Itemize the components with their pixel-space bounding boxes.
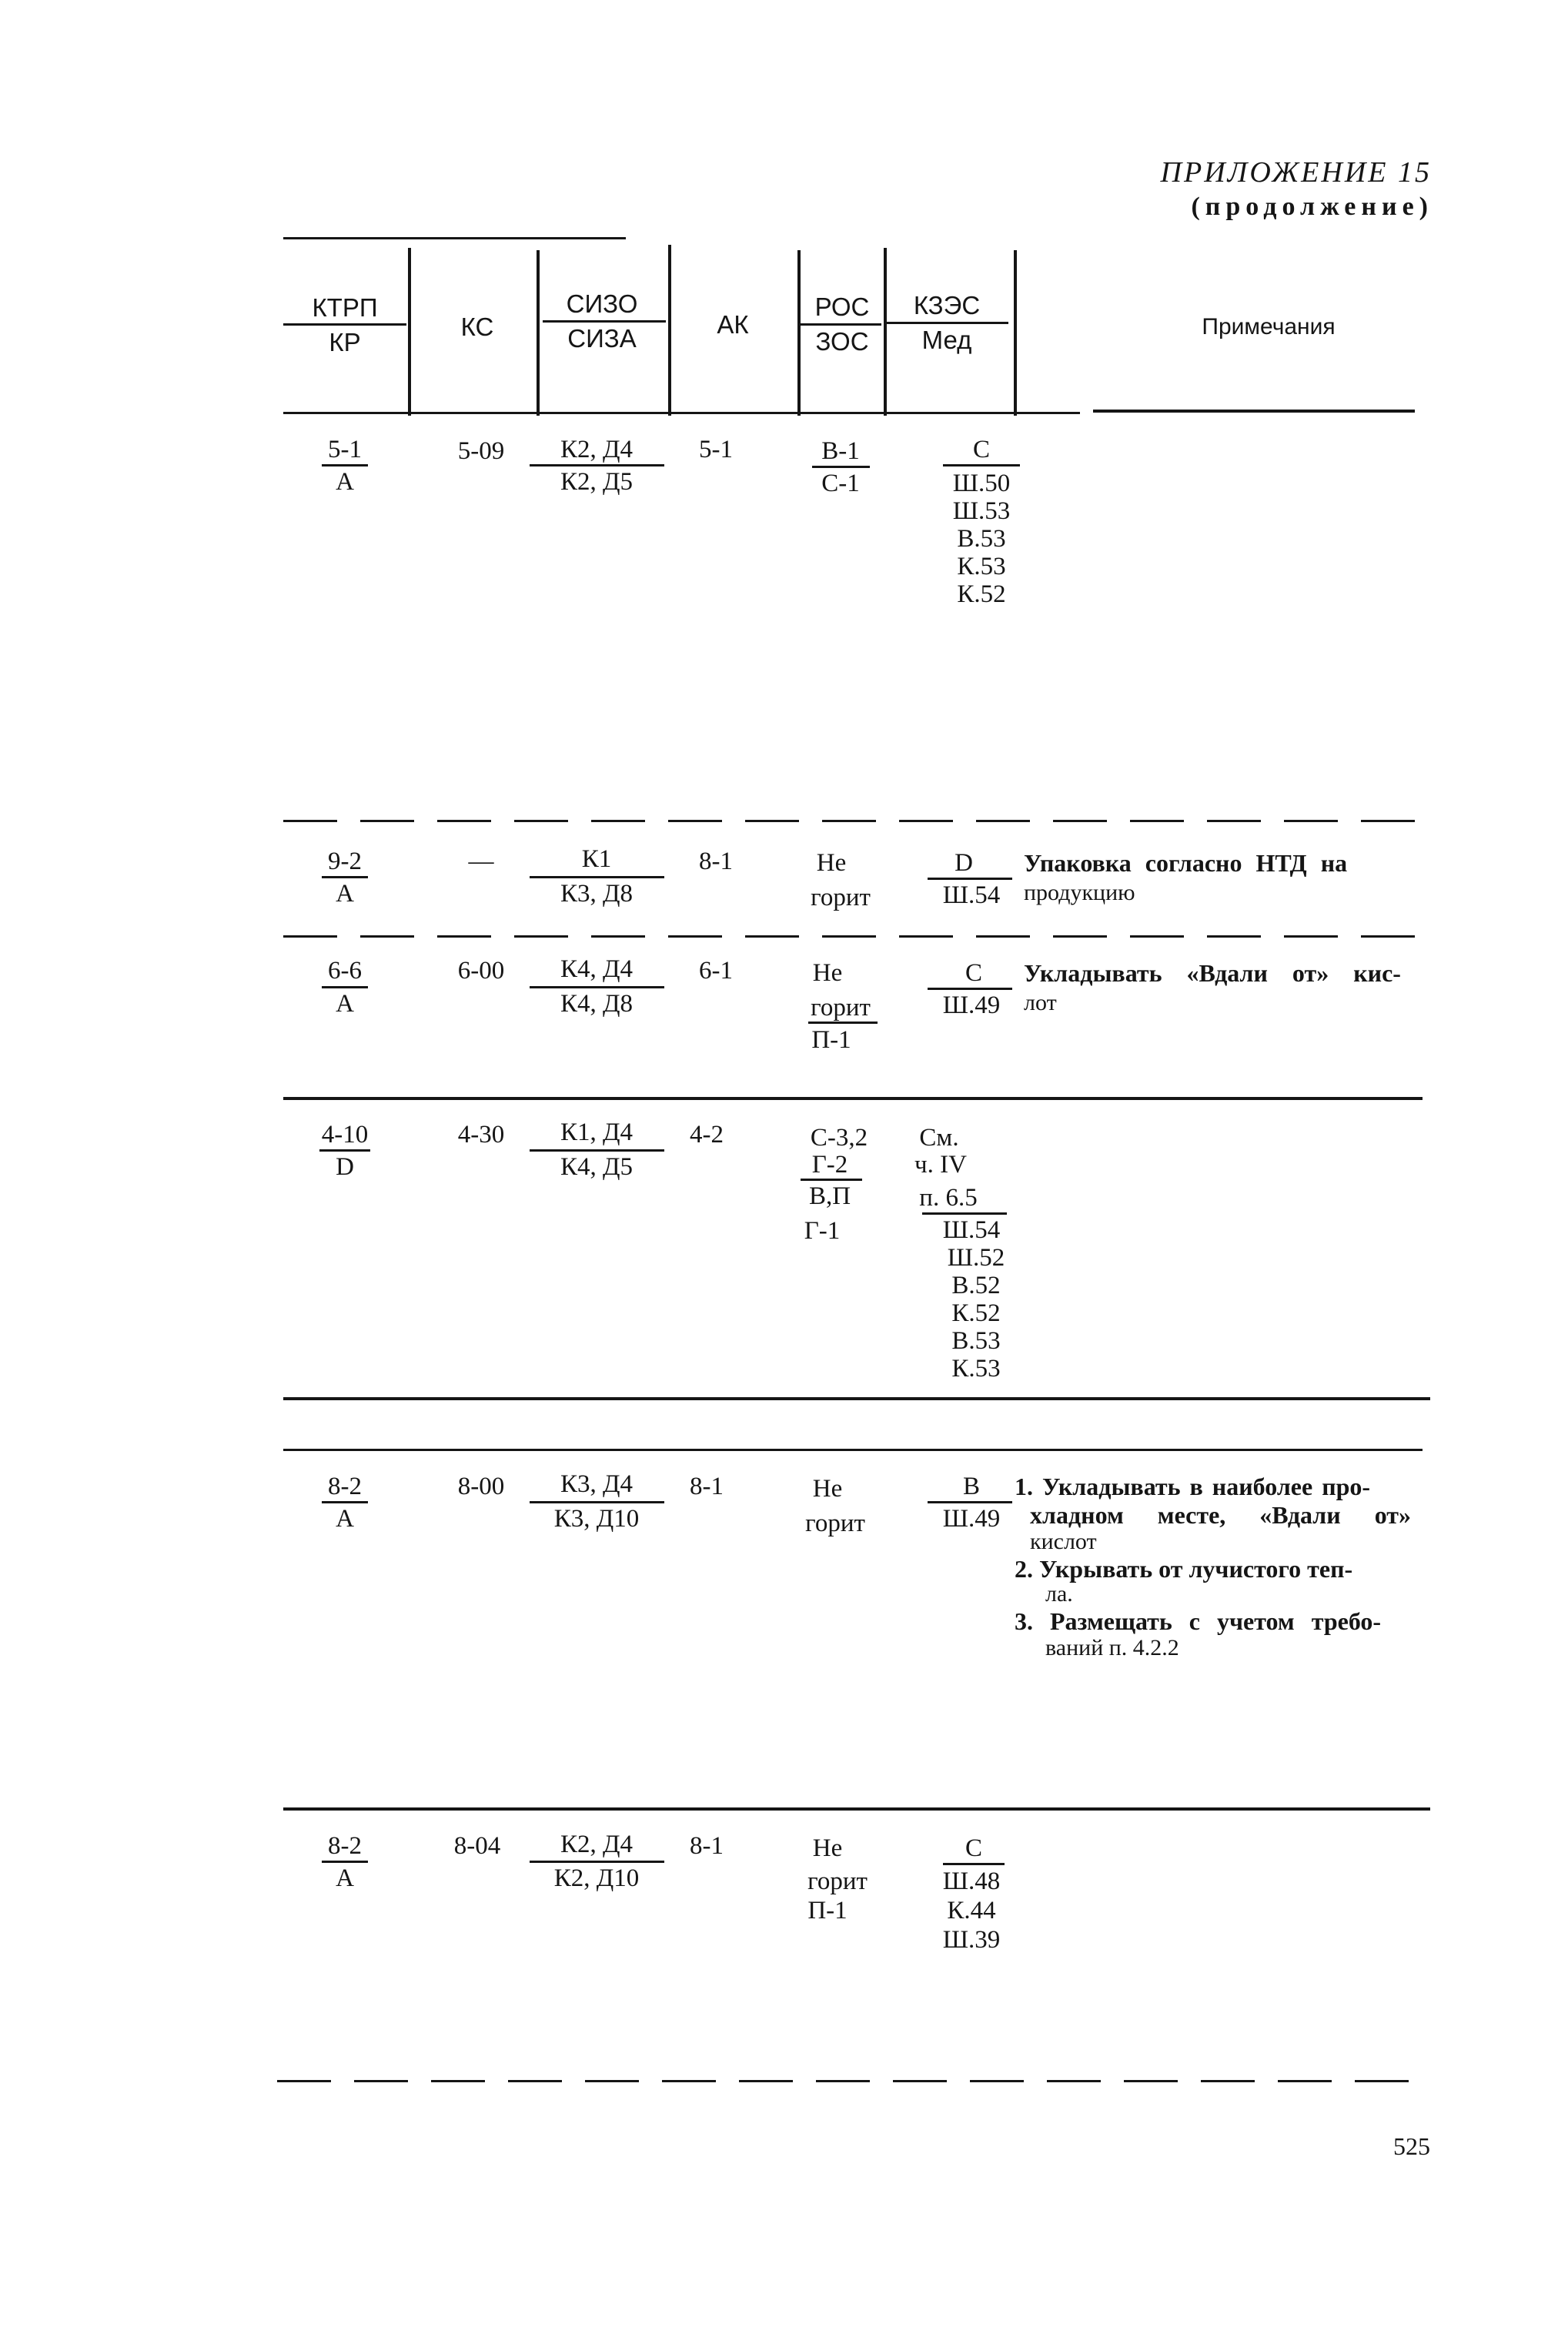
med-value: Ш.54 — [942, 1216, 1001, 1244]
siza-value: К2, Д5 — [560, 468, 634, 496]
siza-value: К2, Д10 — [553, 1864, 640, 1892]
ros-value: С-3,2 — [810, 1124, 868, 1152]
kzes-value: См. — [919, 1124, 959, 1152]
med-value: К.52 — [957, 580, 1006, 608]
med-value: В.53 — [951, 1327, 1001, 1355]
sizo-bar — [530, 1149, 664, 1152]
med-value: В.52 — [951, 1272, 1001, 1299]
ros-value-2: горит — [811, 994, 871, 1022]
sizo-bar — [530, 464, 664, 466]
ktrp-bar — [322, 1861, 368, 1863]
ak-value: 6-1 — [699, 957, 733, 985]
med-value: К.53 — [951, 1355, 1001, 1383]
note-line: Упаковка согласно НТД на — [1024, 849, 1348, 877]
appendix-subtitle: (продолжение) — [1191, 192, 1433, 221]
sizo-bar — [530, 876, 664, 878]
sizo-value: К4, Д4 — [560, 955, 634, 983]
sizo-bar — [530, 1861, 664, 1863]
note-line: ла. — [1045, 1581, 1073, 1607]
ros-bar — [808, 1022, 878, 1024]
sizo-value: К2, Д4 — [560, 436, 634, 463]
header-ks: КС — [460, 313, 494, 341]
ros-value-2: горит — [811, 884, 871, 911]
header-ak: АК — [717, 310, 749, 339]
med-value: В.53 — [957, 525, 1006, 553]
med-value: Ш.48 — [942, 1868, 1001, 1895]
ros-value-3: П-1 — [811, 1026, 851, 1054]
kzes-bar — [922, 1212, 1007, 1215]
ks-value: 8-04 — [453, 1832, 501, 1860]
header-zos: ЗОС — [815, 327, 869, 356]
ros-value: Г-2 — [811, 1151, 848, 1179]
zos-value: С-1 — [821, 470, 860, 497]
ktrp-value: 9-2 — [328, 848, 362, 875]
ros-value-2: горит — [807, 1868, 868, 1895]
ak-value: 8-1 — [699, 848, 733, 875]
col-divider-4 — [797, 250, 801, 416]
header-bottom-rule-notes — [1093, 410, 1415, 413]
row-separator — [283, 820, 1430, 822]
header-sizo: СИЗО — [566, 289, 638, 318]
ak-value: 8-1 — [690, 1832, 724, 1860]
ros-value: Г-1 — [804, 1217, 841, 1245]
med-value: К.53 — [957, 553, 1006, 580]
med-value: Ш.52 — [947, 1244, 1005, 1272]
sizo-value: К1, Д4 — [560, 1119, 634, 1146]
kr-value: А — [336, 1864, 354, 1892]
ks-value: 4-30 — [457, 1121, 505, 1149]
med-value: Ш.53 — [952, 497, 1011, 525]
row-separator — [283, 1807, 1430, 1811]
med-value: Ш.39 — [942, 1926, 1001, 1954]
note-line: продукцию — [1024, 880, 1135, 905]
sizo-bar — [530, 1501, 664, 1503]
col-divider-3 — [668, 245, 671, 416]
kzes-value: В — [962, 1473, 981, 1500]
med-value: К.52 — [951, 1299, 1001, 1327]
ktrp-value: 4-10 — [321, 1121, 369, 1149]
header-med: Мед — [921, 326, 972, 354]
ros-value: Не — [812, 959, 843, 987]
ak-value: 4-2 — [690, 1121, 724, 1149]
row-separator — [283, 1449, 1423, 1451]
note-line: лот — [1024, 990, 1057, 1015]
ros-bar — [801, 1179, 862, 1181]
note-line: 1. Укладывать в наиболее про- — [1015, 1473, 1371, 1500]
siza-value: К3, Д8 — [560, 880, 634, 908]
ros-value-2: горит — [805, 1510, 865, 1537]
med-value: Ш.49 — [942, 991, 1001, 1019]
siza-value: К3, Д10 — [553, 1505, 640, 1533]
ktrp-value: 5-1 — [328, 436, 362, 463]
sizo-bar — [530, 986, 664, 988]
ktrp-bar — [319, 1149, 370, 1152]
col-divider-1 — [408, 248, 411, 416]
kzes-value: С — [965, 1834, 983, 1862]
kzes-value: ч. IV — [914, 1151, 967, 1179]
ktrp-bar — [322, 986, 368, 988]
ros-value: В,П — [808, 1182, 851, 1210]
table-bottom-rule — [277, 2080, 1424, 2082]
ros-value: Не — [816, 849, 847, 877]
header-sizo-bar — [543, 320, 666, 323]
ktrp-bar — [322, 1501, 368, 1503]
note-line: ваний п. 4.2.2 — [1045, 1635, 1179, 1660]
ak-value: 8-1 — [690, 1473, 724, 1500]
ktrp-bar — [322, 876, 368, 878]
header-ktrp: КТРП — [312, 293, 378, 322]
header-ros: РОС — [814, 293, 870, 321]
ks-value: — — [468, 848, 494, 875]
ktrp-value: 6-6 — [328, 957, 362, 985]
ak-value: 5-1 — [699, 436, 733, 463]
note-line: 2. Укрывать от лучистого теп- — [1015, 1555, 1353, 1583]
kzes-bar — [928, 878, 1012, 880]
ros-value: Не — [812, 1834, 843, 1862]
col-divider-2 — [537, 250, 540, 416]
kzes-bar — [928, 988, 1012, 990]
kzes-value: С — [965, 959, 983, 987]
row-separator — [283, 1397, 1430, 1400]
med-value: Ш.50 — [952, 470, 1011, 497]
header-ros-bar — [801, 323, 881, 326]
sizo-value: К3, Д4 — [560, 1470, 634, 1498]
ktrp-value: 8-2 — [328, 1832, 362, 1860]
med-value: К.44 — [947, 1897, 996, 1924]
header-ktrp-bar — [283, 323, 406, 326]
kr-value: А — [336, 1505, 354, 1533]
sizo-value: К2, Д4 — [560, 1831, 634, 1858]
kzes-value: п. 6.5 — [919, 1184, 978, 1212]
ros-value: Не — [812, 1475, 843, 1503]
note-line: 3. Размещать с учетом требо- — [1015, 1607, 1382, 1635]
siza-value: К4, Д8 — [560, 990, 634, 1018]
med-value: Ш.49 — [942, 1505, 1001, 1533]
header-notes: Примечания — [1202, 314, 1336, 339]
appendix-title: ПРИЛОЖЕНИЕ 15 — [1160, 156, 1432, 189]
header-bottom-rule — [283, 412, 1080, 414]
ks-value: 5-09 — [457, 437, 505, 465]
kzes-bar — [943, 1863, 1005, 1865]
note-line: хладном месте, «Вдали от» — [1030, 1501, 1411, 1529]
header-top-rule — [283, 237, 626, 239]
ks-value: 8-00 — [457, 1473, 505, 1500]
ks-value: 6-00 — [457, 957, 505, 985]
med-value: Ш.54 — [942, 881, 1001, 909]
header-kzes: КЗЭС — [913, 291, 981, 319]
row-separator — [283, 1097, 1423, 1100]
header-kzes-bar — [887, 322, 1008, 324]
header-kr: КР — [329, 328, 361, 356]
ktrp-bar — [322, 464, 368, 466]
page-number: 525 — [1393, 2132, 1430, 2160]
note-line: кислот — [1030, 1529, 1097, 1554]
kr-value: D — [336, 1153, 354, 1181]
ros-value: В-1 — [821, 437, 860, 465]
col-divider-6 — [1014, 250, 1017, 416]
col-divider-5 — [884, 248, 887, 416]
kr-value: А — [336, 990, 354, 1018]
sizo-value: К1 — [581, 845, 612, 873]
siza-value: К4, Д5 — [560, 1153, 634, 1181]
kzes-value: D — [955, 849, 973, 877]
note-line: Укладывать «Вдали от» кис- — [1024, 959, 1401, 987]
row-separator — [283, 935, 1430, 938]
kzes-bar — [943, 464, 1020, 466]
ktrp-value: 8-2 — [328, 1473, 362, 1500]
header-siza: СИЗА — [567, 324, 637, 353]
kzes-bar — [928, 1501, 1012, 1503]
ros-value-3: П-1 — [807, 1897, 848, 1924]
kr-value: А — [336, 880, 354, 908]
ros-bar — [812, 466, 870, 468]
kr-value: А — [336, 468, 354, 496]
kzes-value: С — [972, 436, 991, 463]
